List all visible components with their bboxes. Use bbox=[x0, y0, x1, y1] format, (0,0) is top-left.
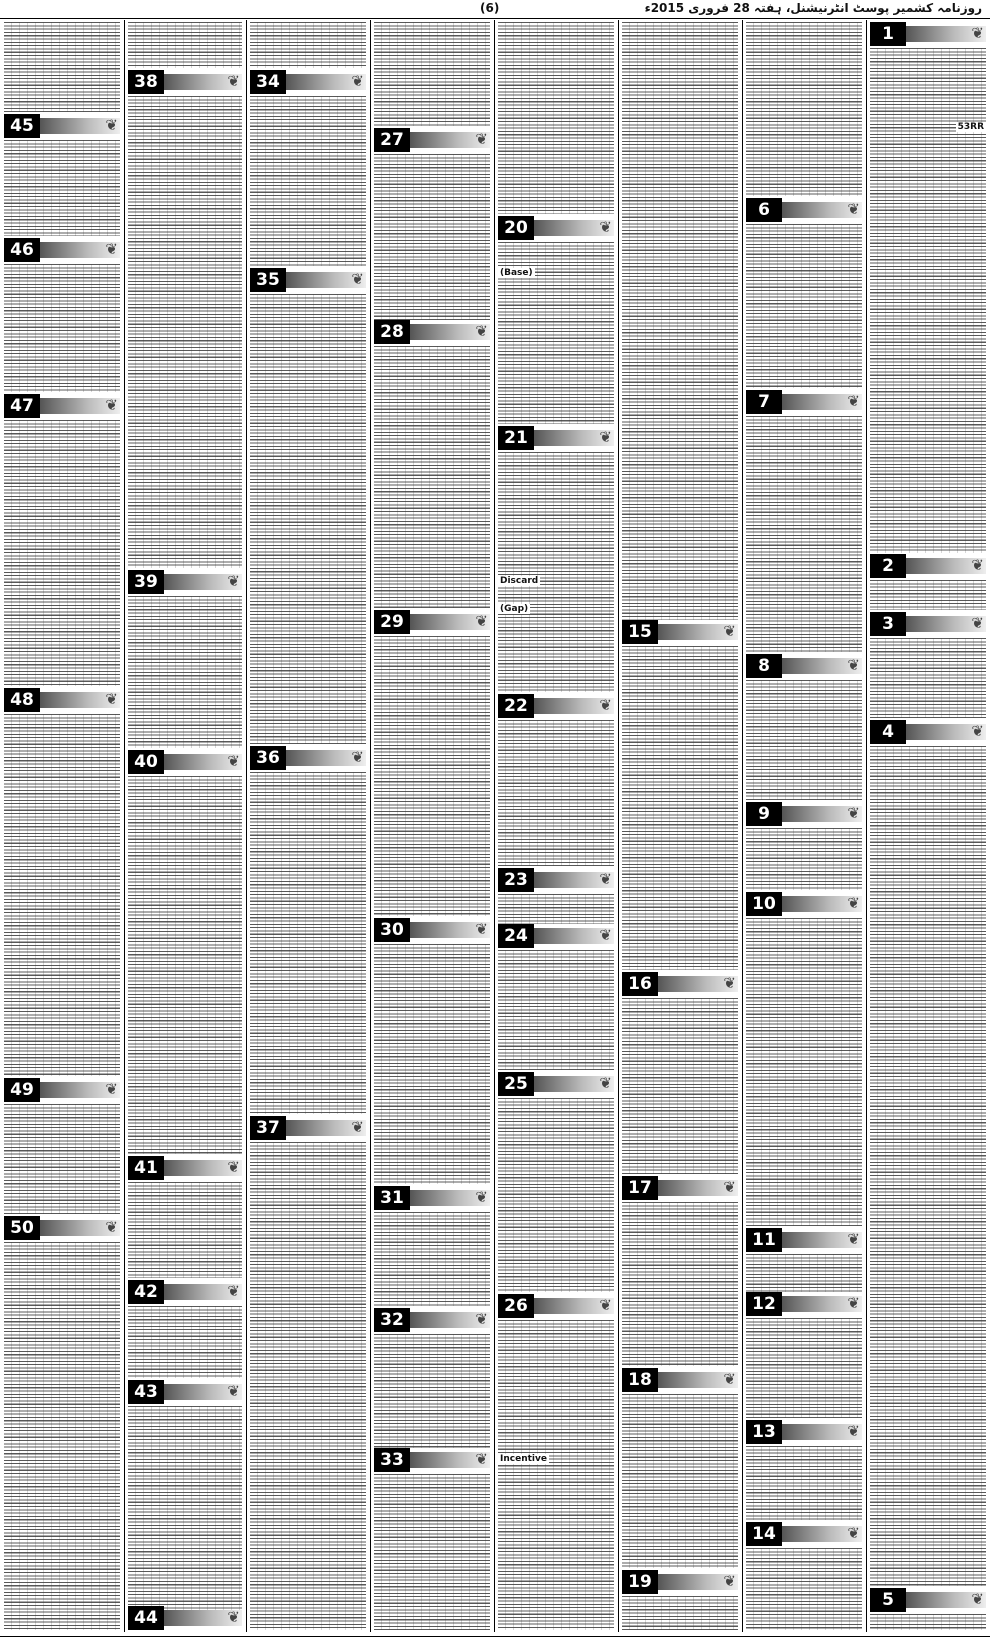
leaf-icon: ❦ bbox=[847, 200, 860, 218]
page-footer bbox=[0, 1636, 990, 1645]
question-number: 45 bbox=[4, 114, 40, 138]
leaf-icon: ❦ bbox=[475, 1188, 488, 1206]
leaf-icon: ❦ bbox=[351, 270, 364, 288]
column-4 bbox=[498, 22, 614, 1630]
article-text bbox=[128, 596, 242, 748]
article-text bbox=[746, 1318, 862, 1418]
question-number: 25 bbox=[498, 1072, 534, 1096]
column-6 bbox=[250, 22, 366, 1630]
leaf-icon: ❦ bbox=[971, 556, 984, 574]
question-number: 12 bbox=[746, 1292, 782, 1316]
column-7 bbox=[128, 22, 242, 1630]
question-header bbox=[622, 1176, 738, 1200]
question-number: 32 bbox=[374, 1308, 410, 1332]
article-text bbox=[498, 894, 614, 924]
question-header bbox=[374, 1186, 490, 1210]
question-header bbox=[374, 128, 490, 152]
leaf-icon: ❦ bbox=[105, 1218, 118, 1236]
article-text bbox=[746, 918, 862, 1226]
leaf-icon: ❦ bbox=[971, 614, 984, 632]
article-text bbox=[622, 1394, 738, 1568]
question-number: 49 bbox=[4, 1078, 40, 1102]
question-header bbox=[4, 114, 120, 138]
article-text bbox=[746, 416, 862, 652]
article-text bbox=[4, 1104, 120, 1214]
leaf-icon: ❦ bbox=[475, 1310, 488, 1328]
article-text bbox=[4, 1242, 120, 1630]
question-number: 19 bbox=[622, 1570, 658, 1594]
leaf-icon: ❦ bbox=[105, 240, 118, 258]
question-number: 3 bbox=[870, 612, 906, 636]
question-number: 40 bbox=[128, 750, 164, 774]
question-header bbox=[128, 570, 242, 594]
question-number: 46 bbox=[4, 238, 40, 262]
article-text bbox=[746, 828, 862, 890]
article-text bbox=[4, 420, 120, 686]
question-number: 44 bbox=[128, 1606, 164, 1630]
leaf-icon: ❦ bbox=[599, 870, 612, 888]
question-header bbox=[622, 972, 738, 996]
article-text bbox=[870, 746, 986, 1586]
question-header bbox=[374, 1308, 490, 1332]
article-text bbox=[622, 1202, 738, 1366]
column-3 bbox=[622, 22, 738, 1630]
article-text bbox=[498, 1098, 614, 1292]
column-rule bbox=[866, 20, 867, 1632]
leaf-icon: ❦ bbox=[847, 1230, 860, 1248]
article-text bbox=[4, 140, 120, 236]
article-text bbox=[128, 96, 242, 568]
question-header bbox=[498, 1294, 614, 1318]
article-text bbox=[746, 1254, 862, 1292]
question-header bbox=[746, 654, 862, 678]
article-text bbox=[250, 1142, 366, 1630]
question-header bbox=[498, 924, 614, 948]
leaf-icon: ❦ bbox=[599, 696, 612, 714]
question-number: 29 bbox=[374, 610, 410, 634]
article-text bbox=[250, 96, 366, 266]
article-text bbox=[498, 720, 614, 866]
question-number: 22 bbox=[498, 694, 534, 718]
question-number: 15 bbox=[622, 620, 658, 644]
question-header bbox=[622, 620, 738, 644]
leaf-icon: ❦ bbox=[599, 428, 612, 446]
leaf-icon: ❦ bbox=[723, 974, 736, 992]
leaf-icon: ❦ bbox=[847, 656, 860, 674]
article-text bbox=[374, 154, 490, 320]
leaf-icon: ❦ bbox=[971, 1590, 984, 1608]
question-header bbox=[498, 1072, 614, 1096]
column-8 bbox=[4, 22, 120, 1630]
question-number: 9 bbox=[746, 802, 782, 826]
leaf-icon: ❦ bbox=[847, 894, 860, 912]
question-number: 17 bbox=[622, 1176, 658, 1200]
article-text bbox=[374, 636, 490, 916]
question-header bbox=[250, 70, 366, 94]
question-number: 6 bbox=[746, 198, 782, 222]
question-header bbox=[870, 720, 986, 744]
inline-tag: Incentive bbox=[500, 1454, 547, 1464]
inline-tag: (Gap) bbox=[500, 604, 529, 614]
leaf-icon: ❦ bbox=[105, 1080, 118, 1098]
question-number: 2 bbox=[870, 554, 906, 578]
leaf-icon: ❦ bbox=[599, 1074, 612, 1092]
question-header bbox=[746, 1522, 862, 1546]
question-header bbox=[746, 1228, 862, 1252]
question-header bbox=[870, 1588, 986, 1612]
page-number: (6) bbox=[480, 1, 500, 15]
article-text bbox=[498, 1320, 614, 1630]
article-text bbox=[746, 680, 862, 800]
leaf-icon: ❦ bbox=[227, 1608, 240, 1626]
inline-tag: (Base) bbox=[500, 268, 533, 278]
question-number: 24 bbox=[498, 924, 534, 948]
leaf-icon: ❦ bbox=[599, 218, 612, 236]
question-header bbox=[374, 1448, 490, 1472]
article-text bbox=[4, 22, 120, 112]
question-header bbox=[498, 868, 614, 892]
leaf-icon: ❦ bbox=[847, 804, 860, 822]
question-number: 10 bbox=[746, 892, 782, 916]
question-header bbox=[250, 268, 366, 292]
question-number: 11 bbox=[746, 1228, 782, 1252]
article-text bbox=[870, 638, 986, 718]
leaf-icon: ❦ bbox=[351, 1118, 364, 1136]
question-header bbox=[746, 802, 862, 826]
leaf-icon: ❦ bbox=[723, 1572, 736, 1590]
question-number: 5 bbox=[870, 1588, 906, 1612]
leaf-icon: ❦ bbox=[475, 612, 488, 630]
column-rule bbox=[246, 20, 247, 1632]
question-header bbox=[128, 750, 242, 774]
article-text bbox=[250, 294, 366, 744]
leaf-icon: ❦ bbox=[723, 1178, 736, 1196]
leaf-icon: ❦ bbox=[475, 1450, 488, 1468]
column-5 bbox=[374, 22, 490, 1630]
article-text bbox=[498, 22, 614, 214]
question-number: 8 bbox=[746, 654, 782, 678]
leaf-icon: ❦ bbox=[105, 690, 118, 708]
question-header bbox=[374, 610, 490, 634]
question-number: 30 bbox=[374, 918, 410, 942]
question-header bbox=[746, 390, 862, 414]
leaf-icon: ❦ bbox=[723, 622, 736, 640]
question-number: 43 bbox=[128, 1380, 164, 1404]
leaf-icon: ❦ bbox=[723, 1370, 736, 1388]
article-text bbox=[374, 1334, 490, 1448]
article-text bbox=[746, 1446, 862, 1520]
column-2 bbox=[746, 22, 862, 1630]
question-header bbox=[870, 554, 986, 578]
question-header bbox=[622, 1368, 738, 1392]
article-text bbox=[128, 22, 242, 68]
article-text bbox=[128, 1406, 242, 1626]
article-text bbox=[622, 1596, 738, 1630]
leaf-icon: ❦ bbox=[475, 920, 488, 938]
question-header bbox=[746, 1420, 862, 1444]
article-text bbox=[374, 1212, 490, 1306]
article-text bbox=[128, 1182, 242, 1278]
question-number: 33 bbox=[374, 1448, 410, 1472]
question-number: 50 bbox=[4, 1216, 40, 1240]
leaf-icon: ❦ bbox=[847, 1422, 860, 1440]
question-number: 13 bbox=[746, 1420, 782, 1444]
leaf-icon: ❦ bbox=[847, 392, 860, 410]
leaf-icon: ❦ bbox=[227, 572, 240, 590]
leaf-icon: ❦ bbox=[227, 72, 240, 90]
question-number: 20 bbox=[498, 216, 534, 240]
question-header bbox=[4, 238, 120, 262]
leaf-icon: ❦ bbox=[227, 1158, 240, 1176]
column-rule bbox=[742, 20, 743, 1632]
question-number: 21 bbox=[498, 426, 534, 450]
article-text bbox=[746, 224, 862, 388]
column-rule bbox=[494, 20, 495, 1632]
question-header bbox=[746, 1292, 862, 1316]
leaf-icon: ❦ bbox=[227, 752, 240, 770]
leaf-icon: ❦ bbox=[227, 1382, 240, 1400]
leaf-icon: ❦ bbox=[227, 1282, 240, 1300]
question-header bbox=[622, 1570, 738, 1594]
leaf-icon: ❦ bbox=[599, 926, 612, 944]
inline-tag: Discard bbox=[500, 576, 539, 586]
question-number: 16 bbox=[622, 972, 658, 996]
article-text bbox=[374, 944, 490, 1184]
question-header bbox=[374, 320, 490, 344]
column-rule bbox=[124, 20, 125, 1632]
question-number: 47 bbox=[4, 394, 40, 418]
question-number: 26 bbox=[498, 1294, 534, 1318]
question-number: 31 bbox=[374, 1186, 410, 1210]
article-text bbox=[4, 714, 120, 1076]
leaf-icon: ❦ bbox=[599, 1296, 612, 1314]
question-header bbox=[128, 1280, 242, 1304]
leaf-icon: ❦ bbox=[847, 1294, 860, 1312]
leaf-icon: ❦ bbox=[351, 72, 364, 90]
question-number: 18 bbox=[622, 1368, 658, 1392]
question-number: 23 bbox=[498, 868, 534, 892]
question-number: 27 bbox=[374, 128, 410, 152]
leaf-icon: ❦ bbox=[971, 24, 984, 42]
article-text bbox=[128, 776, 242, 1154]
question-number: 34 bbox=[250, 70, 286, 94]
question-header bbox=[870, 22, 986, 46]
leaf-icon: ❦ bbox=[475, 322, 488, 340]
article-text bbox=[374, 22, 490, 126]
question-header bbox=[4, 688, 120, 712]
question-number: 38 bbox=[128, 70, 164, 94]
article-text bbox=[622, 998, 738, 1174]
article-text bbox=[622, 646, 738, 970]
leaf-icon: ❦ bbox=[475, 130, 488, 148]
leaf-icon: ❦ bbox=[847, 1524, 860, 1542]
question-number: 39 bbox=[128, 570, 164, 594]
leaf-icon: ❦ bbox=[351, 748, 364, 766]
article-text bbox=[870, 1614, 986, 1630]
question-number: 37 bbox=[250, 1116, 286, 1140]
article-text bbox=[870, 580, 986, 610]
leaf-icon: ❦ bbox=[971, 722, 984, 740]
question-number: 7 bbox=[746, 390, 782, 414]
question-header bbox=[250, 746, 366, 770]
question-number: 35 bbox=[250, 268, 286, 292]
question-number: 4 bbox=[870, 720, 906, 744]
article-text bbox=[250, 22, 366, 68]
question-number: 14 bbox=[746, 1522, 782, 1546]
column-rule bbox=[618, 20, 619, 1632]
question-header bbox=[870, 612, 986, 636]
masthead-dateline: روزنامہ کشمیر پوسٹ انٹرنیشنل، ہفتہ 28 فروری 2015ء bbox=[644, 1, 982, 15]
question-number: 41 bbox=[128, 1156, 164, 1180]
question-header bbox=[746, 892, 862, 916]
article-text bbox=[4, 264, 120, 392]
article-text bbox=[498, 452, 614, 692]
question-number: 42 bbox=[128, 1280, 164, 1304]
question-number: 48 bbox=[4, 688, 40, 712]
question-header bbox=[498, 694, 614, 718]
question-header bbox=[4, 1078, 120, 1102]
question-header bbox=[128, 1380, 242, 1404]
column-rule bbox=[370, 20, 371, 1632]
article-text bbox=[128, 1306, 242, 1378]
column-1 bbox=[870, 22, 986, 1630]
question-header bbox=[128, 1606, 242, 1630]
question-header bbox=[498, 216, 614, 240]
leaf-icon: ❦ bbox=[105, 116, 118, 134]
leaf-icon: ❦ bbox=[105, 396, 118, 414]
question-header bbox=[4, 1216, 120, 1240]
question-header bbox=[4, 394, 120, 418]
article-text bbox=[498, 950, 614, 1070]
article-text bbox=[250, 772, 366, 1114]
article-text bbox=[746, 1548, 862, 1630]
article-text bbox=[746, 22, 862, 196]
question-number: 36 bbox=[250, 746, 286, 770]
article-text bbox=[374, 1474, 490, 1630]
question-header bbox=[498, 426, 614, 450]
question-number: 1 bbox=[870, 22, 906, 46]
question-header bbox=[128, 70, 242, 94]
question-header bbox=[250, 1116, 366, 1140]
article-text bbox=[374, 346, 490, 608]
inline-tag: 53RR bbox=[957, 122, 984, 132]
page-header bbox=[0, 0, 990, 19]
question-number: 28 bbox=[374, 320, 410, 344]
question-header bbox=[746, 198, 862, 222]
question-header bbox=[374, 918, 490, 942]
article-text bbox=[622, 22, 738, 620]
question-header bbox=[128, 1156, 242, 1180]
